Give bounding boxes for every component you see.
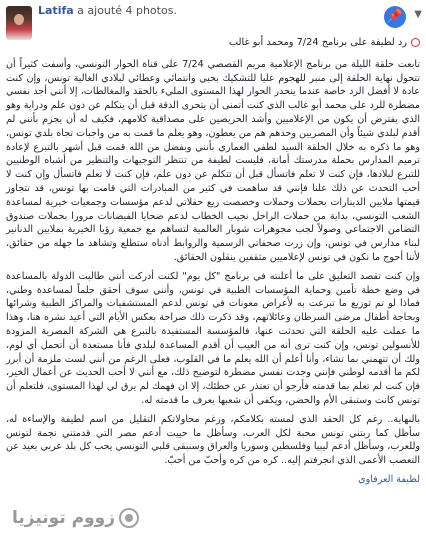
pin-icon[interactable]: 📌 [384, 6, 406, 28]
author-name[interactable]: Latifa [38, 4, 74, 17]
post-body [6, 36, 420, 492]
chevron-down-icon[interactable]: ▼ [414, 9, 422, 20]
post-paragraph-2: وإن كنت تقصد التعليق على ما أعلنته في برنامج "كل يوم" لكنت أدركت أنني طالبت الدولة بالمساعدة في وضع خطة تأمين وحماية المؤسسات الطبية في تونس، وأنني سوف أحقق حلماً لمساعدة وطني، فماذا لو تم توزيع ما تبرعت به لأعراض معونات في تونس لدعم المستشفيات والمراكز الطبية وشرائها وبحاجة أطفال مرضى السرطان وعائلاتهم، وقد ذكرت ذلك صراحة بعكس الأيام التي أعيد نشره هنا، وهذا ما عملت عليه الحلقة التي تحدثت عنها، فالمؤسسة المستفيدة بالتبرع هي الشركة المصرية المزودة للأنسولين تونس، وإن كنت ترى أنه من العيب أن أقدم المساعدة لبلدي فأنا مستعدة أن أتحمل أي لوم، ولك أن تتهمني بما تشاء، وأنا أعلم أن الله يعلم ما في القلوب، فعلى الرغم من أنني لست ملزمة أن أبرر لكم ما أقدمه لوطني فإنني وجدت نفسي مضطرة لتوضيح ذلك، مع أنني لا أحب الحديث عن أعمال الخير، فإن كنت لم تعلم بما قدمته فأرجو أن تعتذر عن خطئك، إلا ان فهمك لم يرق لي لهذا المستوى، فلتعلم أن تونس كانت وستبقى الأم والحضن، ويكفي أن شعبها يعرف ما قدمته له. [6, 270, 420, 406]
circle-icon [411, 38, 420, 47]
post-title: رد لطيفة على برنامج 7/24 ومحمد أبو غالب [228, 37, 407, 48]
watermark-text: زووم تونيزيا [12, 508, 116, 528]
watermark [12, 508, 139, 528]
author-line [38, 4, 177, 17]
post-paragraph-1: تابعت حلقة الليلة من برنامج الإعلامية مريم القصصي 7/24 على قناة الحوار التونسي، وأسفت كثيراً أن تتحول نهاية الحلقة إلى منبر للهجوم عليا للتشكيك بحبي وانتمائي وعطائي لبلادي الغالية تونس، وإن كنت عادة لا أفضل الرد خاصة عندما ينحدر الحوار لهذا المستوى المليء بالحقد والمغالطات، إلا أنني أجد نفسي مضطرة للرد على محمد أبو غالب الذي كنت أتمنى أن يتحرى الدقة قبل أن يتكلم عن دون علم ودراية وهو الذي يفترض أن يكون من الإعلاميين وأشد الحريصين على مصداقية كلامهم، فكيف له أن يجزم بأنني لم أقدم لبلدي شيئاً وأن المصريين وحدهم هم من يعطون، وهو يعلم ما قمت به من واجبات تجاه بلدي تونس، وهو ما ذكره به خلال الحلقة السيد لطفي العماري بأنني وبفضل من الله قمت قبل أشهر بالتبرع لإعادة ترميم المدارس بحملة مدرستك أمانة، فليست لطيفة من تنتظر التوجيهات والتنظير من أشباه الوطنيين للتبرع لبلادها، فإن كنت لا تعلم فاتسأل قبل أن تتكلم عن دون علم، فإن كنت لا تعلم فاتسأل وإن كنت لا أحب التحدث عن ذلك علنا فإنني قد ساهمت في كثير من المبادرات التي قامت بها تونس، قد تتجاوز قيمتها ملايين الدينارات بحملات وحملات وخصصت ريع حفلاتي لدعم مؤسسات وجمعيات خيرية لمساعدة الشعب التونسي، بداية من حملات الراحل نجيب الخطاب لدعم ضحايا الفيضانات مرورا بحملات صندوق التضامن الاجتماعي وصولاً لجب مجوهرات شوبار العالمية لتساهم مع جمعية رؤيا الخيرية بملايين الدنانير لبناء مدارس في تونس، وإن زرت صحفاتي الرسمية والروابط أدناه ستطلع وتشاهد ما جهله من حقائق، لأننا أحوج ما نكون في تونس لإعلاميين مثقفين ينقلون الحقائق. [6, 58, 421, 263]
signature: لطيفة العرفاوي [358, 473, 420, 485]
zoom-logo-icon [119, 508, 139, 528]
post-title-line [6, 36, 420, 50]
post-paragraph-3: بالنهاية.. رغم كل الحقد الذي لمسته بكلامكم، ورغم محاولاتكم التقليل من اسم لطيفة والإساءة له، سأظل كما ربتني تونس محبة لكل العرب، وسأظل ما حييت أدعم مصر التي قدمتني نجمة لتونس وللعرب، وسأظل أدعم ليبيا وفلسطين وسوريا والعراق وسنبقى قلبي التونسي يحب كل بلد عربي بعيد عن التعصب الأعمى الذي انجرفتم إليه.. كره من كره وأحبّ من أحبّ. [6, 413, 420, 467]
post-action-text: a ajouté 4 photos. [77, 4, 177, 17]
avatar[interactable] [6, 6, 32, 40]
